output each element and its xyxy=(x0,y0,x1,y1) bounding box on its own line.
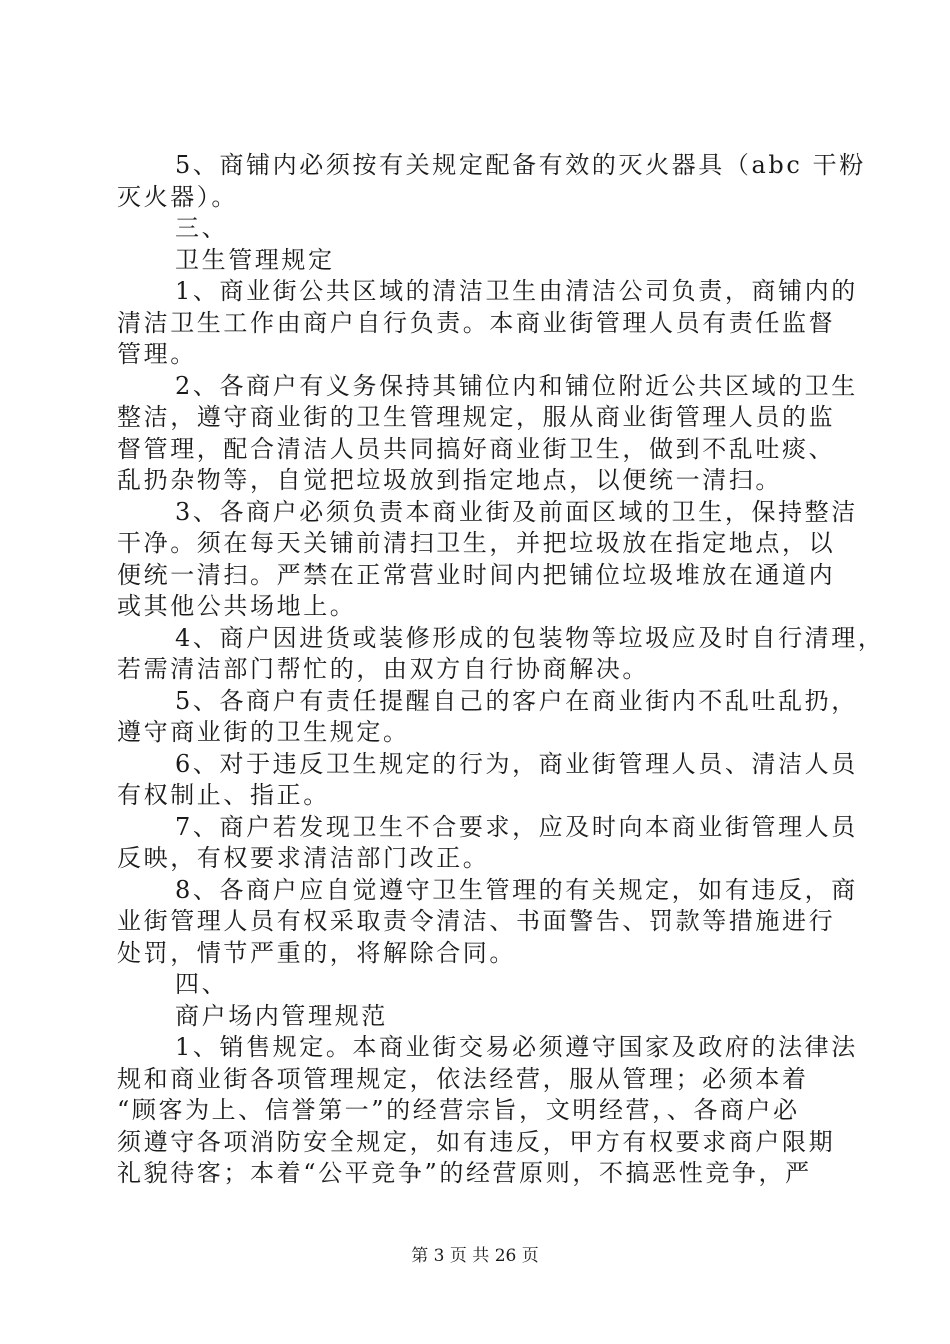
text-line: 6、对于违反卫生规定的行为，商业街管理人员、清洁人员 xyxy=(175,749,858,778)
document-body xyxy=(117,150,885,1190)
text-line: 2、各商户有义务保持其铺位内和铺位附近公共区域的卫生 xyxy=(175,371,858,400)
text-line: 须遵守各项消防安全规定，如有违反，甲方有权要求商户限期 xyxy=(117,1127,836,1156)
text-line: 清洁卫生工作由商户自行负责。本商业街管理人员有责任监督 xyxy=(117,308,836,337)
text-line: 8、各商户应自觉遵守卫生管理的有关规定，如有违反，商 xyxy=(175,875,858,904)
text-line: 5、商铺内必须按有关规定配备有效的灭火器具（abc 干粉 xyxy=(175,151,866,179)
text-line: 礼貌待客；本着“公平竞争”的经营原则，不搞恶性竞争，严 xyxy=(117,1159,812,1187)
text-line: 或其他公共场地上。 xyxy=(117,592,357,620)
text-line: 5、各商户有责任提醒自己的客户在商业街内不乱吐乱扔， xyxy=(175,686,858,715)
text-line: 商户场内管理规范 xyxy=(175,1001,388,1030)
text-line: 三、 xyxy=(175,214,229,242)
text-line: 遵守商业街的卫生规定。 xyxy=(117,718,410,746)
text-line: 督管理，配合清洁人员共同搞好商业街卫生，做到不乱吐痰、 xyxy=(117,434,836,463)
text-line: 整洁，遵守商业街的卫生管理规定，服从商业街管理人员的监 xyxy=(117,403,836,431)
text-line: 管理。 xyxy=(117,340,197,368)
page-footer: 第 3 页 共 26 页 xyxy=(411,1246,539,1266)
text-line: 7、商户若发现卫生不合要求，应及时向本商业街管理人员 xyxy=(175,812,858,841)
text-line: 规和商业街各项管理规定，依法经营，服从管理；必须本着 xyxy=(117,1064,809,1093)
text-line: 反映，有权要求清洁部门改正。 xyxy=(117,844,490,872)
text-line: 有权制止、指正。 xyxy=(117,781,330,809)
text-line: 乱扔杂物等，自觉把垃圾放到指定地点，以便统一清扫。 xyxy=(117,466,782,494)
text-line: 4、商户因进货或装修形成的包装物等垃圾应及时自行清理， xyxy=(175,623,885,652)
text-line: 1、销售规定。本商业街交易必须遵守国家及政府的法律法 xyxy=(175,1033,858,1061)
text-line: 便统一清扫。严禁在正常营业时间内把铺位垃圾堆放在通道内 xyxy=(117,560,836,589)
text-line: 处罚，情节严重的，将解除合同。 xyxy=(117,938,516,967)
text-line: 干净。须在每天关铺前清扫卫生，并把垃圾放在指定地点，以 xyxy=(117,529,836,557)
text-line: 业街管理人员有权采取责令清洁、书面警告、罚款等措施进行 xyxy=(117,907,836,935)
text-line: 3、各商户必须负责本商业街及前面区域的卫生，保持整洁 xyxy=(175,497,858,526)
text-line: 卫生管理规定 xyxy=(175,245,335,274)
text-line: “顾客为上、信誉第一”的经营宗旨，文明经营，、各商户必 xyxy=(117,1096,800,1124)
text-line: 四、 xyxy=(175,970,229,998)
text-line: 灭火器）。 xyxy=(117,182,238,211)
text-line: 若需清洁部门帮忙的，由双方自行协商解决。 xyxy=(117,655,649,683)
text-line: 1、商业街公共区域的清洁卫生由清洁公司负责，商铺内的 xyxy=(175,277,858,305)
